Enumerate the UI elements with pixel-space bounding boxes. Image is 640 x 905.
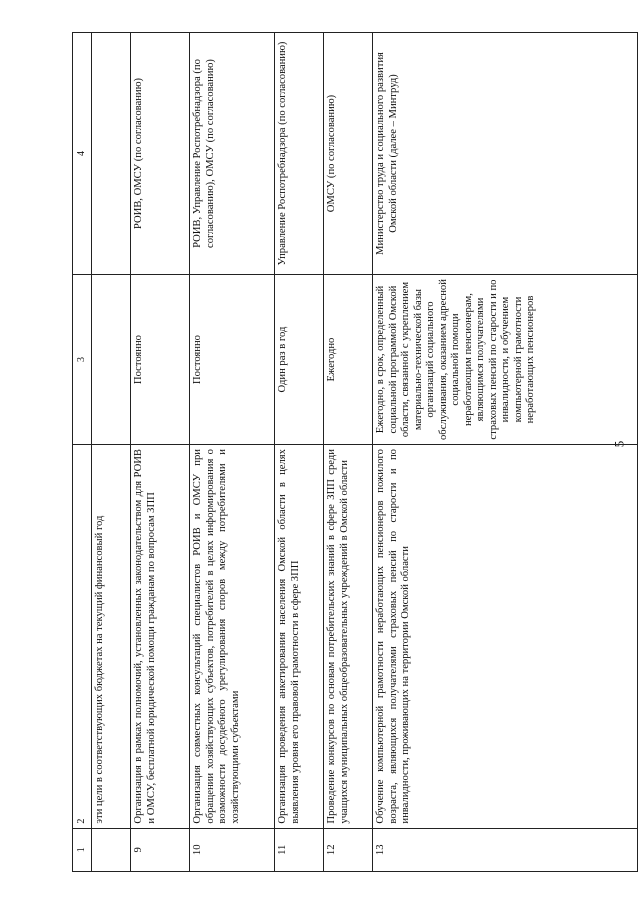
row-executor: Министерство труда и социального развития Омской области (далее – Минтруд) [373,33,638,275]
table-row [131,33,190,872]
header-col-4: 4 [73,33,92,275]
row-activity: Обучение компьютерной грамотности неработающих пенсионеров пожилого возраста, являющихся получателями страховых пенсий по старости и по инвалидности, проживающих на территории Омской области [373,445,638,829]
page-number: 5 [610,440,626,448]
measures-table [72,32,638,872]
row-executor: РОИВ, Управление Роспотребнадзора (по согласованию), ОМСУ (по согласованию) [190,33,275,275]
row-number: 9 [131,828,190,871]
table-row [275,33,324,872]
table-container [72,32,640,872]
table-row [324,33,373,872]
row-executor [92,33,131,275]
row-period: Ежегодно [324,275,373,445]
row-number [92,828,131,871]
row-activity: Организация проведения анкетирования населения Омской области в целях выявления уровня его правовой грамотности в сфере ЗПП [275,445,324,829]
table-row [373,33,638,872]
row-number: 13 [373,828,638,871]
header-row [73,33,92,872]
row-executor: ОМСУ (по согласованию) [324,33,373,275]
header-col-3: 3 [73,275,92,445]
table-row [190,33,275,872]
row-executor: Управление Роспотребнадзора (по согласованию) [275,33,324,275]
row-number: 11 [275,828,324,871]
row-activity: Организация в рамках полномочий, установленных законодательством для РОИВ и ОМСУ, бесплатной юридической помощи гражданам по вопросам ЗПП [131,445,190,829]
row-period: Один раз в год [275,275,324,445]
header-col-2: 2 [73,445,92,829]
row-period: Постоянно [131,275,190,445]
table-row [92,33,131,872]
row-executor: РОИВ, ОМСУ (по согласованию) [131,33,190,275]
row-period: Постоянно [190,275,275,445]
row-activity: Организация совместных консультаций специалистов РОИВ и ОМСУ при обращении хозяйствующих субъектов, потребителей в целях информирования о возможности досудебного урегулирования споров между потребителями и хозяйствующими субъектами [190,445,275,829]
row-period: Ежегодно, в срок, определенный социальной программой Омской области, связанной с укреплением материально-технической базы организаций социального обслуживания, оказанием адресной социальной помощи неработающим пенсионерам, являющимся получателями страховых пенсий по старости и по инвалидности, и обучением компьютерной грамотности неработающих пенсионеров [373,275,638,445]
row-activity: эти цели в соответствующих бюджетах на текущий финансовый год [92,445,131,829]
row-number: 10 [190,828,275,871]
row-period [92,275,131,445]
row-number: 12 [324,828,373,871]
row-activity: Проведение конкурсов по основам потребительских знаний в сфере ЗПП среди учащихся муниципальных общеобразовательных учреждений в Омской области [324,445,373,829]
header-col-1: 1 [73,828,92,871]
